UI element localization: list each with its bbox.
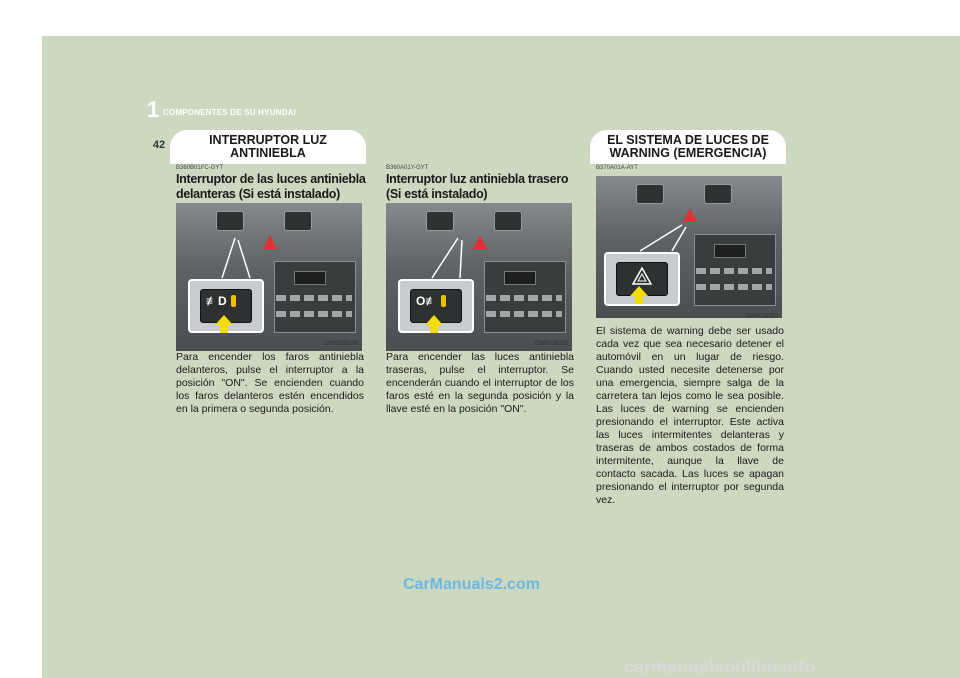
photo-vent bbox=[426, 211, 454, 231]
subtitle-front-fog bbox=[176, 172, 368, 202]
hazard-triangle-icon bbox=[631, 266, 653, 286]
photo-vent bbox=[216, 211, 244, 231]
watermark-carmanuals2[interactable]: CarManuals2.com bbox=[403, 576, 540, 593]
body-text-rear-fog: Para encender las luces antiniebla traseras, pulse el interruptor. Se encenderán cuando el interruptor de los faros esté en la segunda posición y la llave esté en la posición "ON". bbox=[386, 351, 574, 415]
arrow-stem bbox=[635, 296, 643, 304]
photo-display bbox=[504, 271, 536, 285]
section-title-warning: EL SISTEMA DE LUCES DE WARNING (EMERGENCIA) bbox=[607, 133, 769, 160]
photo-button-row bbox=[486, 311, 562, 317]
subtitle-line: (Si está instalado) bbox=[386, 187, 488, 201]
arrow-stem bbox=[430, 325, 438, 333]
section-title-fog: INTERRUPTOR LUZ ANTINIEBLA bbox=[209, 133, 327, 160]
section-code: B370A01A-AYT bbox=[596, 165, 638, 171]
chapter-number: 1 bbox=[147, 97, 160, 122]
photo-button-row bbox=[696, 268, 772, 274]
chapter-title: COMPONENTES DE SU HYUNDAI bbox=[163, 108, 297, 117]
indicator-led bbox=[231, 295, 236, 307]
photo-vent bbox=[284, 211, 312, 231]
subtitle-rear-fog bbox=[386, 172, 578, 202]
indicator-led bbox=[441, 295, 446, 307]
arrow-up-icon bbox=[425, 315, 443, 325]
photo-vent bbox=[494, 211, 522, 231]
rear-fog-lamp-icon: O≢ bbox=[416, 294, 438, 308]
body-text-hazard: El sistema de warning debe ser usado cada vez que sea necesario detener el automóvil en un lugar de riesgo. Cuando usted necesite detenerse por una emergencia, siempre salga de la carretera tan lejos como le sea posible. Las luces de warning se encienden presionando el interruptor. Este activa las luces intermitentes delanteras y traseras de ambos costados de forma intermitente, aunque la llave de contacto sacada. Las luces se apagan presionando el interruptor por segunda vez. bbox=[596, 325, 784, 506]
watermark-carmanualsonline[interactable]: carmanualsonline.info bbox=[624, 657, 816, 677]
photo-display bbox=[714, 244, 746, 258]
page-number: 42 bbox=[152, 139, 166, 151]
subtitle-line: Interruptor de las luces antiniebla bbox=[176, 172, 366, 186]
photo-vent bbox=[704, 184, 732, 204]
subtitle-line: delanteras (Si está instalado) bbox=[176, 187, 340, 201]
photo-reference: OHR028100 bbox=[325, 341, 359, 347]
photo-button-row bbox=[696, 284, 772, 290]
photo-reference: OHR028102 bbox=[745, 314, 779, 320]
body-text-front-fog: Para encender los faros antiniebla delanteros, pulse el interruptor a la posición "ON". Se encienden cuando los faros delanteros estén encendidos en la primera o segunda posición. bbox=[176, 351, 364, 415]
photo-vent bbox=[636, 184, 664, 204]
section-code: B360A01Y-GYT bbox=[386, 165, 429, 171]
photo-button-row bbox=[486, 295, 562, 301]
photo-reference: OHR028101 bbox=[535, 341, 569, 347]
front-fog-lamp-icon: ≢D bbox=[206, 294, 227, 308]
photo-display bbox=[294, 271, 326, 285]
section-code: B360B01FC-GYT bbox=[176, 165, 224, 171]
arrow-up-icon bbox=[630, 286, 648, 296]
photo-button-row bbox=[276, 311, 352, 317]
photo-button-row bbox=[276, 295, 352, 301]
arrow-stem bbox=[220, 325, 228, 333]
subtitle-line: Interruptor luz antiniebla trasero bbox=[386, 172, 569, 186]
arrow-up-icon bbox=[215, 315, 233, 325]
